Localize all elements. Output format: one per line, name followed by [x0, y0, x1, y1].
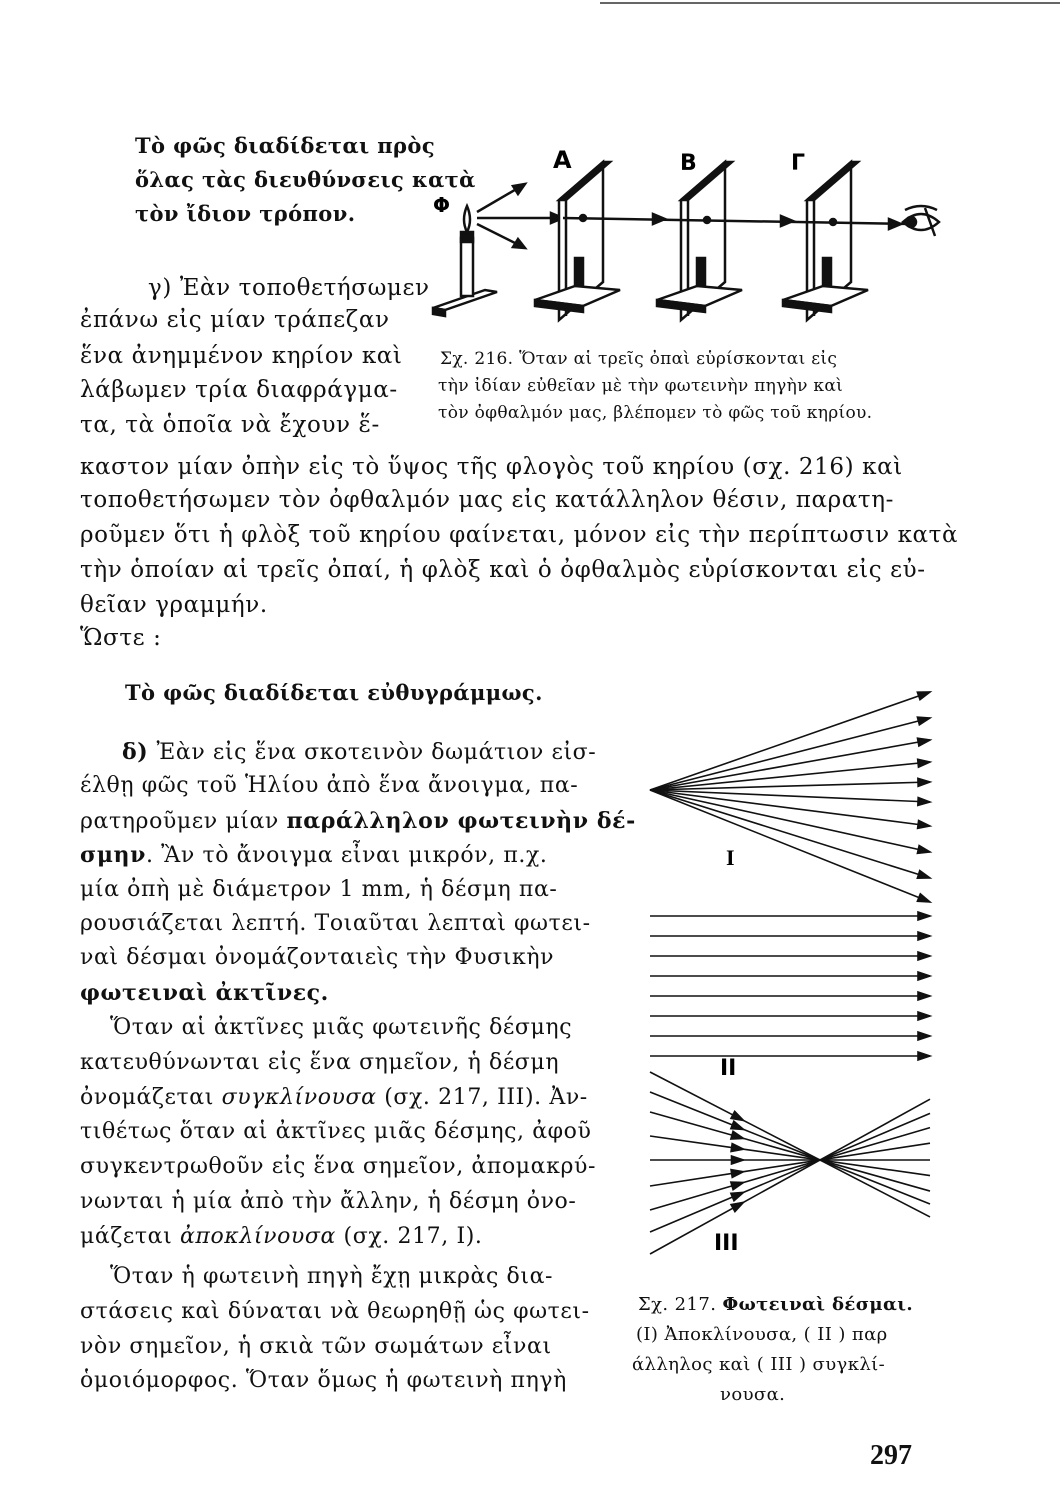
text-segment: ρατηροῦμεν μίαν — [80, 808, 287, 834]
diverging-ray — [650, 790, 930, 878]
heading-line: τὸν ἴδιον τρόπον. — [135, 201, 356, 226]
text-line: τὴν ὁποίαν αἱ τρεῖς ὀπαί, ἡ φλὸξ καὶ ὁ ὀφθαλμὸς εὑρίσκονται εἰς εὐ- — [80, 557, 926, 583]
text-segment: φωτειναὶ ἀκτῖνες. — [80, 979, 329, 1006]
delta-text-line — [110, 1013, 572, 1043]
text-line: καστον μίαν ὀπὴν εἰς τὸ ὕψος τῆς φλογὸς τοῦ κηρίου (σχ. 216) καὶ — [80, 454, 903, 480]
converging-ray — [650, 1092, 744, 1129]
delta-text-line — [80, 1187, 576, 1217]
caption-217-line — [636, 1320, 888, 1350]
delta-text-line — [80, 840, 548, 871]
delta-text-line — [80, 771, 578, 801]
arrowhead — [917, 846, 930, 854]
text-segment: ὀνομάζεται — [80, 1084, 222, 1110]
delta-text-line — [80, 1152, 596, 1182]
converging-ray-continuation — [744, 1138, 931, 1191]
converging-ray — [650, 1136, 744, 1149]
heading-line: ὅλας τὰς διευθύνσεις κατὰ — [135, 167, 476, 192]
candle-flame — [464, 206, 470, 232]
arrowhead — [731, 1144, 743, 1152]
converging-ray-continuation — [744, 1128, 931, 1183]
arrowhead — [918, 992, 930, 1000]
delta-text-line — [80, 1297, 590, 1327]
arrowhead — [731, 1202, 743, 1211]
text-segment: Ὅταν ἡ φωτεινὴ πηγὴ ἔχῃ μικρὰς δια- — [110, 1264, 554, 1289]
delta-text-line — [80, 943, 554, 973]
text-segment: μία ὀπὴ μὲ διάμετρον 1 mm, ἡ δέσμη πα- — [80, 876, 558, 902]
label-g: Γ — [791, 151, 806, 176]
arrowhead — [918, 1012, 930, 1020]
arrowhead — [731, 1131, 744, 1139]
delta-text-line — [80, 909, 591, 939]
arrowhead — [731, 1111, 743, 1120]
text-segment: ναὶ δέσμαι ὀνομάζονταιεὶς τὴν Φυσικὴν — [80, 945, 555, 971]
converging-ray — [650, 1172, 744, 1186]
converging-ray — [650, 1192, 744, 1232]
arrowhead — [731, 1121, 744, 1129]
arrowhead — [918, 1032, 930, 1040]
caption-216-line: τὸν ὀφθαλμόν μας, βλέπομεν τὸ φῶς τοῦ κηρίου. — [438, 403, 873, 423]
delta-text-line — [80, 1366, 567, 1396]
text-segment: συγκεντρωθοῦν εἰς ἕνα σημεῖον, ἀπομακρύ- — [80, 1154, 597, 1180]
delta-text-line — [80, 1332, 552, 1362]
arrowhead — [731, 1170, 743, 1178]
conclusion-rectilinear: Τὸ φῶς διαδίδεται εὐθυγράμμως. — [125, 680, 543, 705]
text-segment: (σχ. 217, III). Ἀν- — [376, 1084, 588, 1110]
arrowhead — [918, 952, 930, 960]
arrowhead — [918, 797, 930, 805]
text-segment: παράλληλον φωτεινὴν δέ- — [286, 807, 636, 834]
arrowhead — [917, 717, 930, 725]
arrowhead — [918, 821, 930, 829]
delta-text-line — [80, 1222, 483, 1252]
candle — [461, 238, 473, 296]
text-segment: άλληλος καὶ ( III ) συγκλί- — [632, 1354, 886, 1375]
converging-ray — [650, 1183, 744, 1211]
text-segment: κατευθύνωνται εἰς ἕνα σημεῖον, ἡ δέσμη — [80, 1049, 560, 1075]
text-segment: νὸν σημεῖον, ἡ σκιὰ τῶν σωμάτων εἶναι — [80, 1333, 552, 1359]
arrowhead — [918, 1052, 930, 1060]
text-segment: σμην — [80, 842, 146, 869]
delta-text-line — [80, 1117, 592, 1147]
delta-text-line — [80, 875, 557, 905]
label-ii: II — [720, 1056, 737, 1081]
arrowhead — [918, 972, 930, 980]
figure-216-diagram — [425, 140, 965, 325]
label-a: Α — [553, 146, 572, 174]
text-segment: νωνται ἡ μία ἀπὸ τὴν ἄλλην, ἡ δέσμη ὀνο- — [80, 1189, 577, 1214]
converging-ray-continuation — [744, 1120, 931, 1217]
text-segment: (I) Ἀποκλίνουσα, ( II ) παρ — [636, 1324, 888, 1345]
text-segment: νουσα. — [720, 1384, 786, 1405]
arrowhead — [918, 932, 930, 940]
text-segment: Σχ. 217. — [638, 1294, 723, 1315]
text-segment: μάζεται — [80, 1223, 180, 1249]
text-segment: δ) — [122, 739, 157, 765]
converging-ray-continuation — [744, 1099, 931, 1202]
label-b: Β — [680, 151, 697, 176]
arrowhead — [918, 778, 930, 786]
text-line: γ) Ἐὰν τοποθετήσωμεν — [148, 275, 430, 301]
text-line: ἐπάνω εἰς μίαν τράπεζαν — [80, 307, 390, 333]
text-segment: (σχ. 217, I). — [335, 1223, 483, 1249]
arrowhead — [918, 912, 930, 920]
screen-g — [783, 162, 868, 320]
label-phi: Φ — [433, 193, 451, 217]
caption-217-line — [638, 1290, 913, 1320]
converging-ray — [650, 1112, 744, 1138]
arrowhead — [917, 692, 930, 700]
text-line: τοποθετήσωμεν τὸν ὀφθαλμόν μας εἰς κατάλληλον θέσιν, παρατη- — [80, 487, 894, 513]
diverging-ray — [650, 718, 930, 790]
top-rule — [600, 2, 1060, 4]
page-number: 297 — [870, 1440, 912, 1471]
label-iii: III — [714, 1231, 739, 1256]
text-segment: ἀποκλίνουσα — [179, 1223, 336, 1249]
delta-text-line — [122, 737, 596, 768]
text-line: λάβωμεν τρία διαφράγμα- — [80, 377, 398, 403]
text-segment: ὁμοιόμορφος. Ὅταν ὅμως ἡ φωτεινὴ πηγὴ — [80, 1368, 567, 1394]
arrowhead — [732, 1156, 744, 1164]
text-line: θεῖαν γραμμήν. — [80, 592, 268, 618]
figure-217-diagram — [630, 680, 950, 1290]
screen-a — [535, 162, 620, 320]
text-line: ἕνα ἀνημμένον κηρίον καὶ — [80, 343, 403, 369]
label-i: I — [726, 845, 735, 870]
arrowhead — [918, 759, 930, 767]
caption-217-line — [632, 1350, 885, 1380]
arrowhead — [917, 738, 930, 746]
delta-text-line — [80, 1083, 588, 1113]
text-segment: στάσεις καὶ δύναται νὰ θεωρηθῇ ὡς φωτει- — [80, 1298, 590, 1324]
arrowhead — [917, 894, 930, 902]
text-segment: Ὅταν αἱ ἀκτῖνες μιᾶς φωτεινῆς δέσμης — [110, 1015, 573, 1040]
text-segment: Φωτειναὶ δέσμαι. — [722, 1294, 914, 1315]
text-segment: Ἐὰν εἰς ἕνα σκοτεινὸν δωμάτιον εἰσ- — [156, 740, 597, 765]
delta-text-line — [80, 978, 329, 1009]
caption-217-line — [720, 1380, 785, 1410]
delta-text-line — [110, 1262, 553, 1292]
caption-216-line: τὴν ἰδίαν εὐθεῖαν μὲ τὴν φωτεινὴν πηγὴν καὶ — [438, 376, 844, 396]
text-segment: . Ἂν τὸ ἄνοιγμα εἶναι μικρόν, π.χ. — [145, 843, 548, 869]
text-line: τα, τὰ ὁποῖα νὰ ἔχουν ἕ- — [80, 412, 380, 438]
heading-line: Τὸ φῶς διαδίδεται πρὸς — [135, 133, 436, 158]
text-segment: έλθῃ φῶς τοῦ Ἡλίου ἀπὸ ἕνα ἄνοιγμα, πα- — [80, 773, 579, 799]
caption-216-line: Σχ. 216. Ὅταν αἱ τρεῖς ὀπαὶ εὑρίσκονται εἰς — [440, 349, 838, 369]
text-line: ροῦμεν ὅτι ἡ φλὸξ τοῦ κηρίου φαίνεται, μόνον εἰς τὴν περίπτωσιν κατὰ — [80, 522, 959, 548]
delta-text-line — [80, 806, 636, 837]
text-segment: συγκλίνουσα — [221, 1084, 377, 1110]
eye-icon — [903, 206, 939, 236]
arrowhead — [731, 1182, 744, 1190]
screen-b — [657, 162, 742, 320]
hoste-line: Ὥστε : — [80, 625, 162, 651]
text-segment: ρουσιάζεται λεπτή. Τοιαῦται λεπταὶ φωτει- — [80, 911, 591, 936]
diverging-ray — [650, 790, 930, 902]
arrowhead — [917, 871, 930, 879]
text-segment: τιθέτως ὅταν αἱ ἀκτῖνες μιᾶς δέσμης, ἀφοῦ — [80, 1119, 592, 1145]
delta-text-line — [80, 1048, 559, 1078]
arrowhead — [731, 1192, 744, 1200]
